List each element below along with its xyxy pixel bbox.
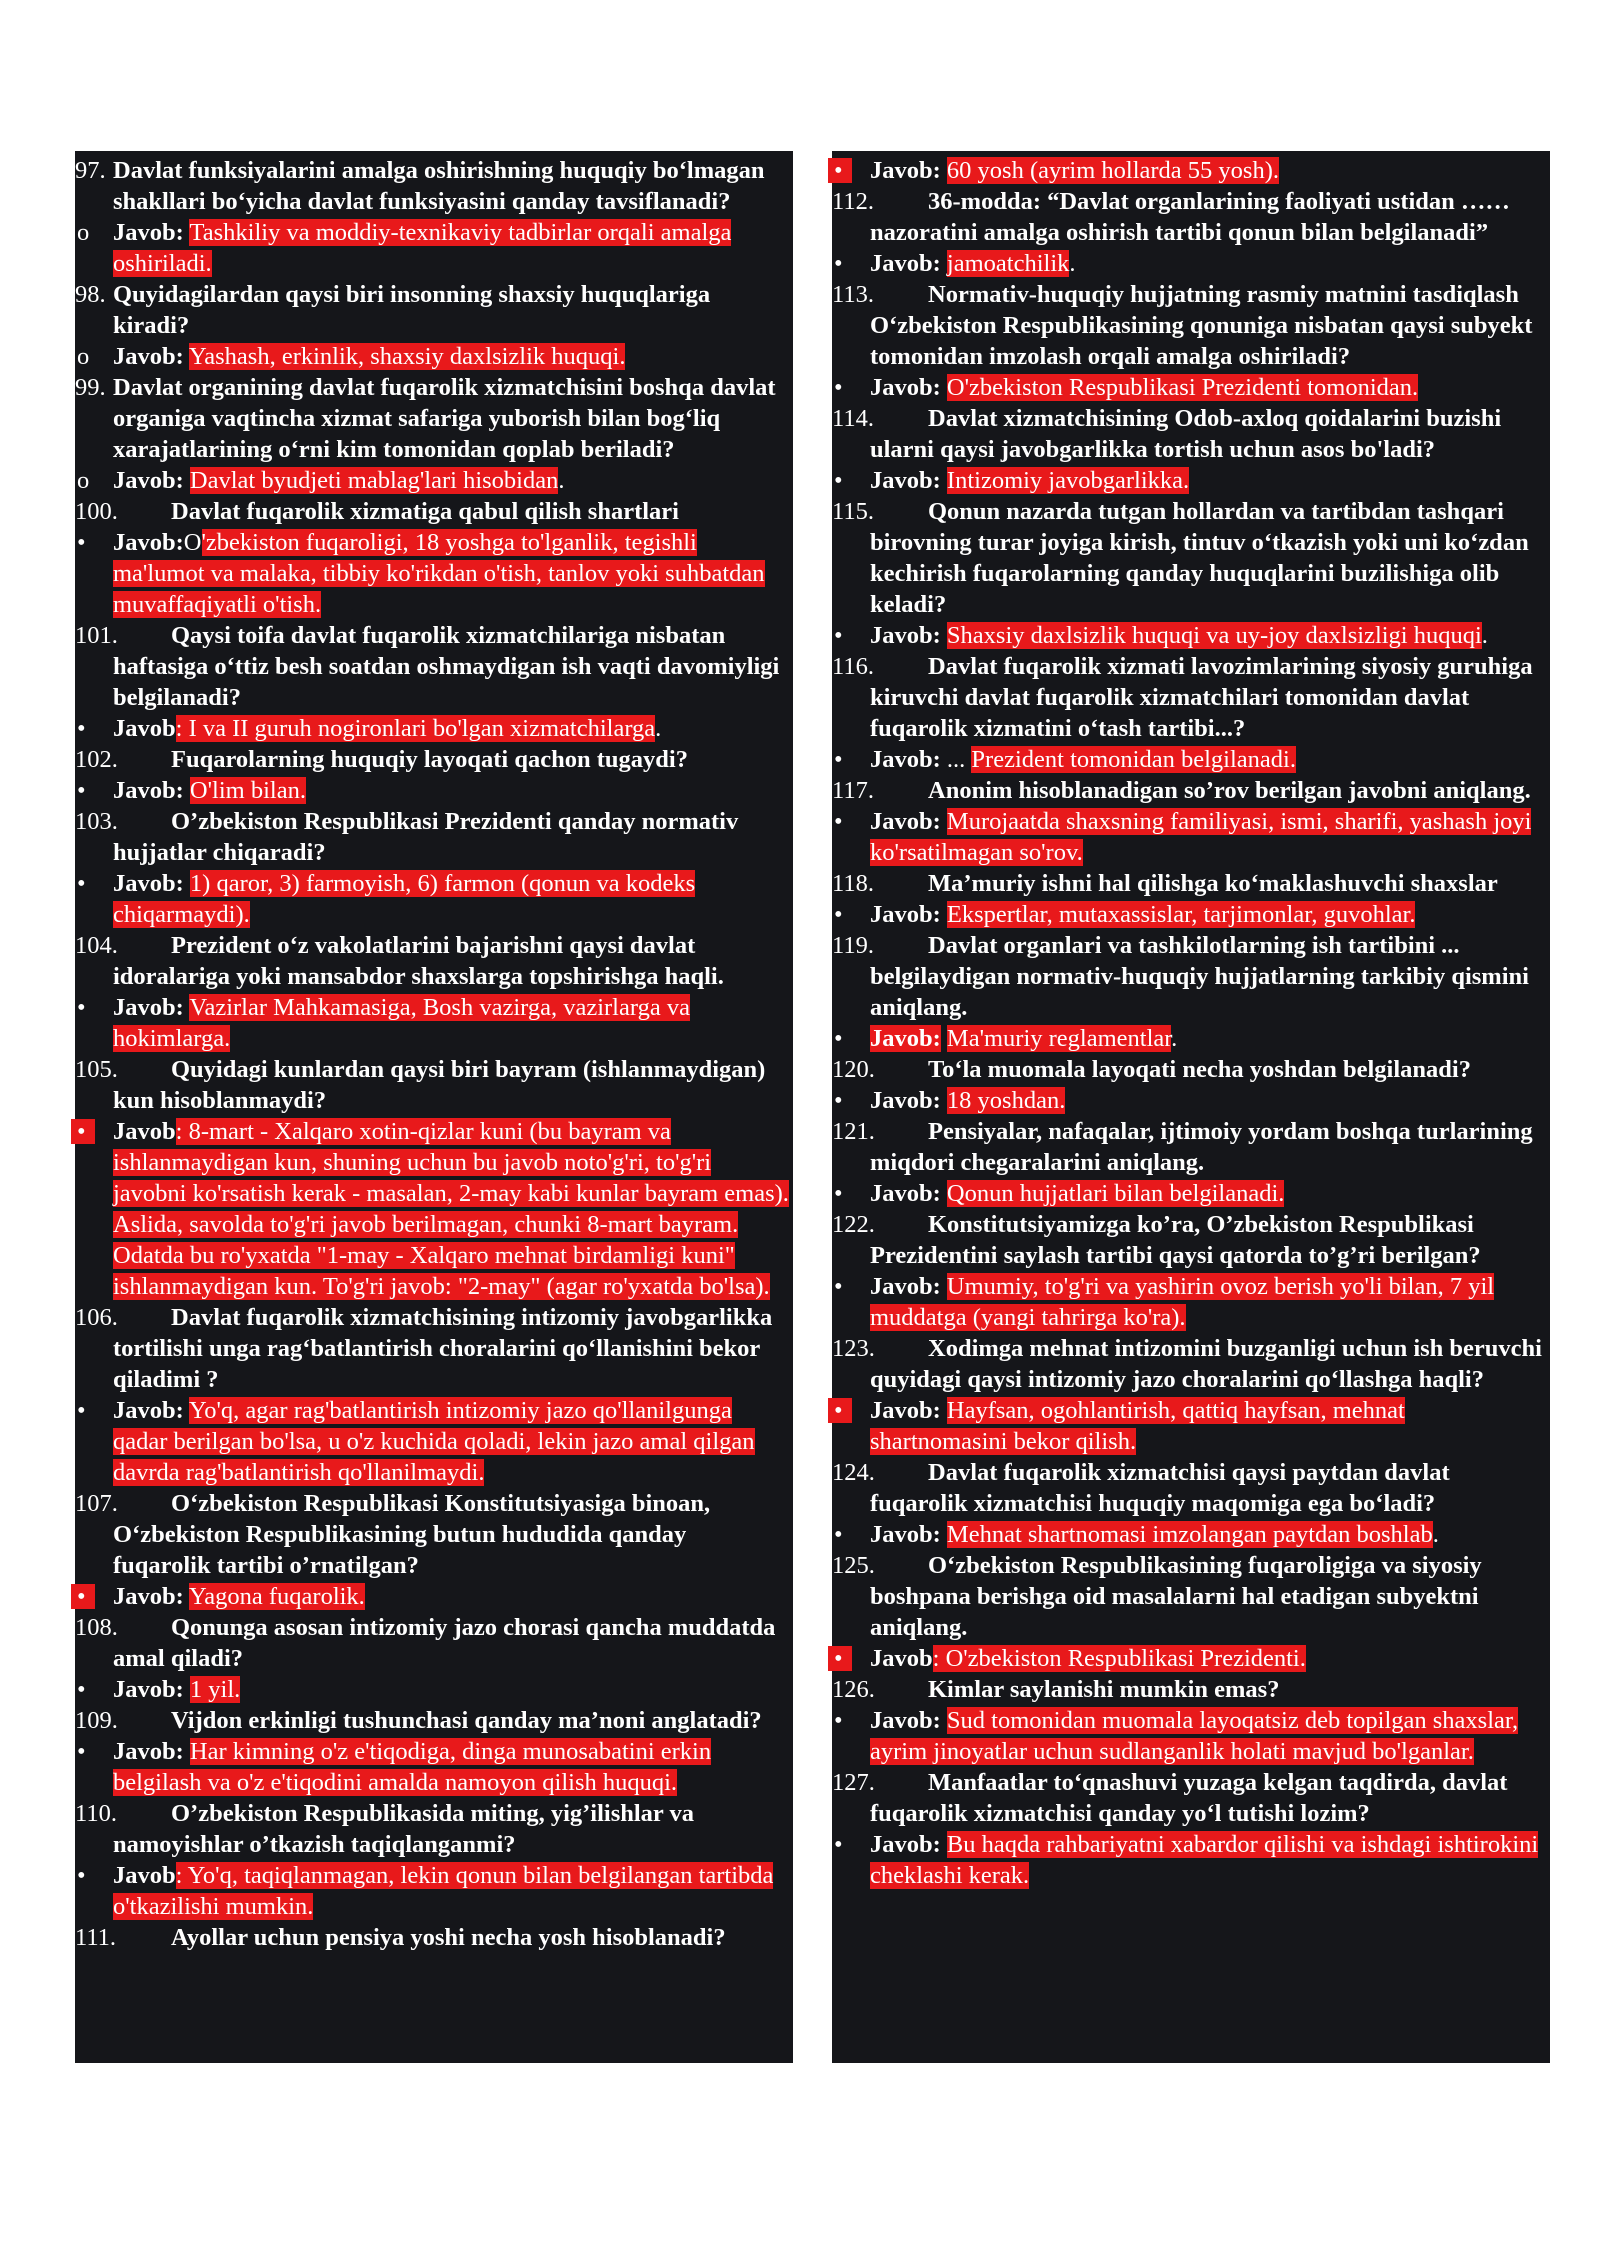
answer-label: Javob: xyxy=(113,1583,184,1610)
answer-label: Javob xyxy=(870,1645,933,1672)
question-number: 111. xyxy=(75,1924,117,1951)
answer-item xyxy=(832,155,1546,186)
bullet-icon xyxy=(77,1736,86,1767)
answer-text: Ma'muriy reglamentlar xyxy=(946,1025,1172,1052)
answer-item xyxy=(832,899,1546,930)
question-text: O‘zbekiston Respublikasining fuqaroligiga va siyosiy boshpana berishga oid masalalarni hal etadigan subyektni aniqlang. xyxy=(870,1552,1482,1641)
question-item xyxy=(832,1550,1546,1643)
answer-label: Javob: xyxy=(113,529,184,556)
bullet-icon xyxy=(834,248,843,279)
answer-text: Yo'q, agar rag'batlantirish intizomiy jazo qo'llanilgunga qadar berilgan bo'lsa, u o'z kuchida qoladi, lekin jazo amal qilgan davrda rag'batlantirish qo'llanilmaydi. xyxy=(113,1397,755,1486)
answer-text: O'zbekiston Respublikasi Prezidenti tomonidan. xyxy=(946,374,1419,401)
right-column xyxy=(832,151,1550,2063)
question-item xyxy=(75,744,789,775)
answer-item xyxy=(832,620,1546,651)
question-item xyxy=(75,930,789,992)
question-item xyxy=(75,1705,789,1736)
question-text: Prezident o‘z vakolatlarini bajarishni qaysi davlat idoralariga yoki mansabdor shaxslarga topshirishga haqli. xyxy=(113,932,724,990)
question-item xyxy=(832,496,1546,620)
question-number: 106. xyxy=(75,1304,118,1331)
question-text: O’zbekiston Respublikasida miting, yig’ilishlar va namoyishlar o’tkazish taqiqlanganmi? xyxy=(113,1800,694,1858)
answer-item xyxy=(832,1643,1546,1674)
question-item xyxy=(75,620,789,713)
question-item xyxy=(832,1333,1546,1395)
question-text: Davlat fuqarolik xizmatiga qabul qilish shartlari xyxy=(171,498,679,525)
bullet-icon xyxy=(834,1519,843,1550)
bullet-icon xyxy=(834,1705,843,1736)
question-text: Davlat organining davlat fuqarolik xizmatchisini boshqa davlat organiga vaqtincha xizmat safariga yuborish bilan bog‘liq xarajatlarining o‘rni kim tomonidan qoplab beriladi? xyxy=(113,374,776,463)
bullet-icon xyxy=(834,806,843,837)
answer-item xyxy=(75,527,789,620)
answer-label: Javob xyxy=(113,1862,176,1889)
answer-text: Yashash, erkinlik, shaxsiy daxlsizlik huquqi. xyxy=(189,343,626,370)
question-text: Quyidagi kunlardan qaysi biri bayram (ishlanmaydigan) kun hisoblanmaydi? xyxy=(113,1056,766,1114)
question-number: 103. xyxy=(75,808,118,835)
answer-label: Javob: xyxy=(870,1087,941,1114)
question-text: Ayollar uchun pensiya yoshi necha yosh hisoblanadi? xyxy=(171,1924,726,1951)
question-item xyxy=(75,1922,789,1953)
question-text: Qaysi toifa davlat fuqarolik xizmatchilariga nisbatan haftasiga o‘ttiz besh soatdan oshmaydigan ish vaqti davomiyligi belgilanadi? xyxy=(113,622,780,711)
answer-label: Javob: xyxy=(113,1738,184,1765)
question-text: 36-modda: “Davlat organlarining faoliyati ustidan …… nazoratini amalga oshirish tartibi qonun bilan belgilanadi” xyxy=(870,188,1510,246)
answer-label: Javob: xyxy=(870,746,941,773)
question-number: 119. xyxy=(832,932,874,959)
question-number: 107. xyxy=(75,1490,118,1517)
question-number: 120. xyxy=(832,1056,875,1083)
answer-text: : Yo'q, taqiqlanmagan, lekin qonun bilan belgilangan tartibda o'tkazilishi mumkin. xyxy=(113,1862,774,1920)
answer-text: Murojaatda shaxsning familiyasi, ismi, sharifi, yashash joyi ko'rsatilmagan so'rov. xyxy=(870,808,1532,866)
bullet-icon xyxy=(77,1860,86,1891)
answer-item xyxy=(832,1271,1546,1333)
question-number: 97. xyxy=(75,157,106,184)
answer-label: Javob: xyxy=(870,374,941,401)
answer-text: 1) qaror, 3) farmoyish, 6) farmon (qonun va kodeks chiqarmaydi). xyxy=(113,870,696,928)
answer-tail: . xyxy=(1432,1521,1439,1548)
question-number: 123. xyxy=(832,1335,875,1362)
question-number: 99. xyxy=(75,374,106,401)
question-number: 112. xyxy=(832,188,874,215)
bullet-icon xyxy=(77,868,86,899)
answer-item xyxy=(832,744,1546,775)
question-text: Anonim hisoblanadigan so’rov berilgan javobni aniqlang. xyxy=(928,777,1531,804)
question-text: Davlat fuqarolik xizmatchisining intizomiy javobgarlikka tortilishi unga rag‘batlantirish choralarini qo‘llanishini bekor qiladimi ? xyxy=(113,1304,773,1393)
question-item xyxy=(832,186,1546,248)
bullet-icon xyxy=(77,1581,86,1612)
answer-item xyxy=(832,372,1546,403)
answer-prefix: O xyxy=(183,529,202,556)
answer-text: Sud tomonidan muomala layoqatsiz deb topilgan shaxslar, ayrim jinoyatlar uchun sudlanganlik holati mavjud bo'lganlar. xyxy=(870,1707,1519,1765)
question-number: 110. xyxy=(75,1800,117,1827)
question-text: Davlat fuqarolik xizmati lavozimlarining siyosiy guruhiga kiruvchi davlat fuqarolik xizmatchilari tomonidan davlat fuqarolik xizmatini o‘tash tartibi...? xyxy=(870,653,1533,742)
answer-label: Javob: xyxy=(870,1707,941,1734)
question-number: 122. xyxy=(832,1211,875,1238)
bullet-icon xyxy=(77,1395,86,1426)
answer-label: Javob: xyxy=(113,467,184,494)
question-number: 102. xyxy=(75,746,118,773)
question-text: Davlat fuqarolik xizmatchisi qaysi paytdan davlat fuqarolik xizmatchisi huquqiy maqomiga ega bo‘ladi? xyxy=(870,1459,1450,1517)
question-number: 101. xyxy=(75,622,118,649)
answer-item xyxy=(832,248,1546,279)
bullet-icon xyxy=(834,372,843,403)
answer-label: Javob: xyxy=(870,1397,941,1424)
answer-item xyxy=(832,1395,1546,1457)
answer-item xyxy=(832,1829,1546,1891)
answer-text: Davlat byudjeti mablag'lari hisobidan xyxy=(189,467,559,494)
answer-label: Javob: xyxy=(870,1831,941,1858)
bullet-icon xyxy=(834,1643,843,1674)
answer-text: : I va II guruh nogironlari bo'lgan xizmatchilarga xyxy=(175,715,656,742)
answer-item xyxy=(75,1395,789,1488)
bullet-icon xyxy=(834,1395,843,1426)
answer-label: Javob: xyxy=(870,622,941,649)
answer-item xyxy=(75,1581,789,1612)
question-item xyxy=(832,868,1546,899)
question-text: O‘zbekiston Respublikasi Konstitutsiyasiga binoan, O‘zbekiston Respublikasining butun hududida qanday fuqarolik tartibi o’rnatilgan? xyxy=(113,1490,711,1579)
answer-item xyxy=(75,1860,789,1922)
answer-text: Tashkiliy va moddiy-texnikaviy tadbirlar orqali amalga oshiriladi. xyxy=(113,219,732,277)
answer-tail: . xyxy=(655,715,662,742)
question-number: 105. xyxy=(75,1056,118,1083)
answer-item xyxy=(75,1674,789,1705)
question-number: 104. xyxy=(75,932,118,959)
question-text: To‘la muomala layoqati necha yoshdan belgilanadi? xyxy=(928,1056,1471,1083)
question-number: 109. xyxy=(75,1707,118,1734)
question-text: Vijdon erkinligi tushunchasi qanday ma’noni anglatadi? xyxy=(171,1707,762,1734)
question-item xyxy=(75,1054,789,1116)
bullet-icon xyxy=(77,527,86,558)
question-text: O’zbekiston Respublikasi Prezidenti qanday normativ hujjatlar chiqaradi? xyxy=(113,808,739,866)
answer-text: Har kimning o'z e'tiqodiga, dinga munosabatini erkin belgilash va o'z e'tiqodini amalda namoyon qilish huquqi. xyxy=(113,1738,712,1796)
question-number: 121. xyxy=(832,1118,875,1145)
answer-label: Javob: xyxy=(870,1025,941,1052)
answer-label: Javob xyxy=(113,1118,176,1145)
question-text: Qonunga asosan intizomiy jazo chorasi qancha muddatda amal qiladi? xyxy=(113,1614,776,1672)
question-item xyxy=(75,806,789,868)
answer-label: Javob: xyxy=(870,467,941,494)
answer-item xyxy=(75,868,789,930)
question-number: 124. xyxy=(832,1459,875,1486)
answer-label: Javob: xyxy=(113,870,184,897)
question-text: Konstitutsiyamizga ko’ra, O’zbekiston Respublikasi Prezidentini saylash tartibi qaysi qatorda to’g’ri berilgan? xyxy=(870,1211,1481,1269)
question-item xyxy=(75,1798,789,1860)
answer-item xyxy=(75,713,789,744)
answer-item xyxy=(75,1116,789,1302)
bullet-icon xyxy=(77,217,89,248)
question-text: Davlat organlari va tashkilotlarning ish tartibini ... belgilaydigan normativ-huquqiy hujjatlarning tarkibiy qismini aniqlang. xyxy=(870,932,1529,1021)
answer-label: Javob: xyxy=(870,250,941,277)
answer-tail: . xyxy=(558,467,565,494)
bullet-icon xyxy=(834,899,843,930)
question-text: Ma’muriy ishni hal qilishga ko‘maklashuvchi shaxslar xyxy=(928,870,1498,897)
answer-item xyxy=(832,1023,1546,1054)
bullet-icon xyxy=(77,775,86,806)
answer-text: Umumiy, to'g'ri va yashirin ovoz berish yo'li bilan, 7 yil muddatga (yangi tahrirga ko'ra). xyxy=(870,1273,1495,1331)
bullet-icon xyxy=(834,1023,843,1054)
answer-item xyxy=(832,1085,1546,1116)
bullet-icon xyxy=(77,713,86,744)
question-number: 127. xyxy=(832,1769,875,1796)
bullet-icon xyxy=(77,1116,86,1147)
question-number: 126. xyxy=(832,1676,875,1703)
answer-label: Javob xyxy=(113,715,176,742)
answer-label: Javob: xyxy=(113,343,184,370)
answer-tail: . xyxy=(1171,1025,1178,1052)
bullet-icon xyxy=(77,465,89,496)
question-number: 100. xyxy=(75,498,118,525)
question-text: Manfaatlar to‘qnashuvi yuzaga kelgan taqdirda, davlat fuqarolik xizmatchisi qanday yo‘l tutishi lozim? xyxy=(870,1769,1508,1827)
question-item xyxy=(75,1612,789,1674)
answer-text: Bu haqda rahbariyatni xabardor qilishi va ishdagi ishtirokini cheklashi kerak. xyxy=(870,1831,1539,1889)
bullet-icon xyxy=(77,992,86,1023)
answer-item xyxy=(832,806,1546,868)
question-number: 118. xyxy=(832,870,874,897)
bullet-icon xyxy=(834,155,843,186)
question-number: 116. xyxy=(832,653,874,680)
bullet-icon xyxy=(77,1674,86,1705)
answer-label: Javob: xyxy=(113,1676,184,1703)
question-number: 114. xyxy=(832,405,874,432)
answer-tail: . xyxy=(1481,622,1488,649)
bullet-icon xyxy=(834,744,843,775)
answer-text: : 8-mart - Xalqaro xotin-qizlar kuni (bu bayram va ishlanmaydigan kun, shuning uchun bu javob noto'g'ri, to'g'ri javobni ko'rsatish kerak - masalan, 2-may kabi kunlar bayram emas). Aslida, savolda to'g'ri javob berilmagan, chunki 8-mart bayram. Odatda bu ro'yxatda "1-may - Xalqaro mehnat birdamligi kuni" ishlanmaydigan kun. To'g'ri javob: "2-may" (agar ro'yxatda bo'lsa). xyxy=(113,1118,789,1300)
question-number: 113. xyxy=(832,281,874,308)
answer-text: 'zbekiston fuqaroligi, 18 yoshga to'lganlik, tegishli ma'lumot va malaka, tibbiy ko'rikdan o'tish, tanlov yoki suhbatdan muvaffaqiyatli o'tish. xyxy=(113,529,765,618)
answer-text: 1 yil. xyxy=(189,1676,241,1703)
bullet-icon xyxy=(834,1178,843,1209)
answer-item xyxy=(75,465,789,496)
answer-text: Vazirlar Mahkamasiga, Bosh vazirga, vazirlarga va hokimlarga. xyxy=(113,994,690,1052)
question-number: 117. xyxy=(832,777,874,804)
question-item xyxy=(832,1674,1546,1705)
answer-item xyxy=(832,1705,1546,1767)
question-item xyxy=(75,155,789,217)
answer-tail: . xyxy=(1069,250,1076,277)
question-number: 108. xyxy=(75,1614,118,1641)
answer-text: 60 yosh (ayrim hollarda 55 yosh). xyxy=(946,157,1279,184)
question-number: 115. xyxy=(832,498,874,525)
question-item xyxy=(75,279,789,341)
answer-item xyxy=(832,1519,1546,1550)
question-number: 98. xyxy=(75,281,106,308)
bullet-icon xyxy=(834,1271,843,1302)
question-number: 125. xyxy=(832,1552,875,1579)
bullet-icon xyxy=(834,465,843,496)
answer-text: Qonun hujjatlari bilan belgilanadi. xyxy=(946,1180,1285,1207)
answer-text: Intizomiy javobgarlikka. xyxy=(946,467,1190,494)
answer-text: jamoatchilik xyxy=(946,250,1070,277)
answer-item xyxy=(75,992,789,1054)
answer-item xyxy=(75,1736,789,1798)
answer-label: Javob: xyxy=(113,1397,184,1424)
question-text: Kimlar saylanishi mumkin emas? xyxy=(928,1676,1280,1703)
question-text: Xodimga mehnat intizomini buzganligi uchun ish beruvchi quyidagi qaysi intizomiy jazo choralarini qo‘llashga haqli? xyxy=(870,1335,1542,1393)
question-item xyxy=(832,775,1546,806)
bullet-icon xyxy=(834,620,843,651)
question-item xyxy=(832,279,1546,372)
answer-item xyxy=(75,775,789,806)
answer-item xyxy=(75,341,789,372)
answer-item xyxy=(832,465,1546,496)
question-item xyxy=(832,1209,1546,1271)
left-column xyxy=(75,151,793,2063)
answer-item xyxy=(75,217,789,279)
answer-text: Mehnat shartnomasi imzolangan paytdan boshlab xyxy=(946,1521,1433,1548)
question-item xyxy=(75,496,789,527)
question-text: Fuqarolarning huquqiy layoqati qachon tugaydi? xyxy=(171,746,688,773)
question-item xyxy=(832,651,1546,744)
answer-text: Prezident tomonidan belgilanadi. xyxy=(971,746,1296,773)
answer-text: O'lim bilan. xyxy=(189,777,306,804)
answer-text: : O'zbekiston Respublikasi Prezidenti. xyxy=(932,1645,1306,1672)
question-item xyxy=(832,1457,1546,1519)
question-item xyxy=(832,403,1546,465)
question-text: Pensiyalar, nafaqalar, ijtimoiy yordam boshqa turlarining miqdori chegaralarini aniqlang. xyxy=(870,1118,1533,1176)
answer-label: Javob: xyxy=(870,901,941,928)
answer-prefix: ... xyxy=(940,746,972,773)
answer-label: Javob: xyxy=(870,157,941,184)
bullet-icon xyxy=(834,1829,843,1860)
answer-text: 18 yoshdan. xyxy=(946,1087,1066,1114)
bullet-icon xyxy=(77,341,89,372)
answer-label: Javob: xyxy=(870,1180,941,1207)
answer-label: Javob: xyxy=(870,1273,941,1300)
answer-text: Shaxsiy daxlsizlik huquqi va uy-joy daxlsizligi huquqi xyxy=(946,622,1482,649)
answer-label: Javob: xyxy=(870,1521,941,1548)
question-item xyxy=(832,930,1546,1023)
answer-label: Javob: xyxy=(870,808,941,835)
question-text: Quyidagilardan qaysi biri insonning shaxsiy huquqlariga kiradi? xyxy=(113,281,711,339)
answer-label: Javob: xyxy=(113,219,184,246)
answer-text: Ekspertlar, mutaxassislar, tarjimonlar, guvohlar. xyxy=(946,901,1416,928)
question-item xyxy=(832,1116,1546,1178)
question-text: Normativ-huquqiy hujjatning rasmiy matnini tasdiqlash O‘zbekiston Respublikasining qonuniga nisbatan qaysi subyekt tomonidan imzolash orqali amalga oshiriladi? xyxy=(870,281,1533,370)
bullet-icon xyxy=(834,1085,843,1116)
question-item xyxy=(75,1302,789,1395)
answer-label: Javob: xyxy=(113,994,184,1021)
question-text: Qonun nazarda tutgan hollardan va tartibdan tashqari birovning turar joyiga kirish, tintuv o‘tkazish yoki uni ko‘zdan kechirish fuqarolarning qanday huquqlarini buzilishiga olib keladi? xyxy=(870,498,1529,618)
question-item xyxy=(832,1054,1546,1085)
answer-item xyxy=(832,1178,1546,1209)
answer-text: Yagona fuqarolik. xyxy=(189,1583,365,1610)
answer-label: Javob: xyxy=(113,777,184,804)
question-text: Davlat xizmatchisining Odob-axloq qoidalarini buzishi ularni qaysi javobgarlikka tortish uchun asos bo'ladi? xyxy=(870,405,1502,463)
question-item xyxy=(832,1767,1546,1829)
answer-text: Hayfsan, ogohlantirish, qattiq hayfsan, mehnat shartnomasini bekor qilish. xyxy=(870,1397,1405,1455)
question-text: Davlat funksiyalarini amalga oshirishning huquqiy bo‘lmagan shakllari bo‘yicha davlat funksiyasini qanday tavsiflanadi? xyxy=(113,157,765,215)
question-item xyxy=(75,372,789,465)
question-item xyxy=(75,1488,789,1581)
